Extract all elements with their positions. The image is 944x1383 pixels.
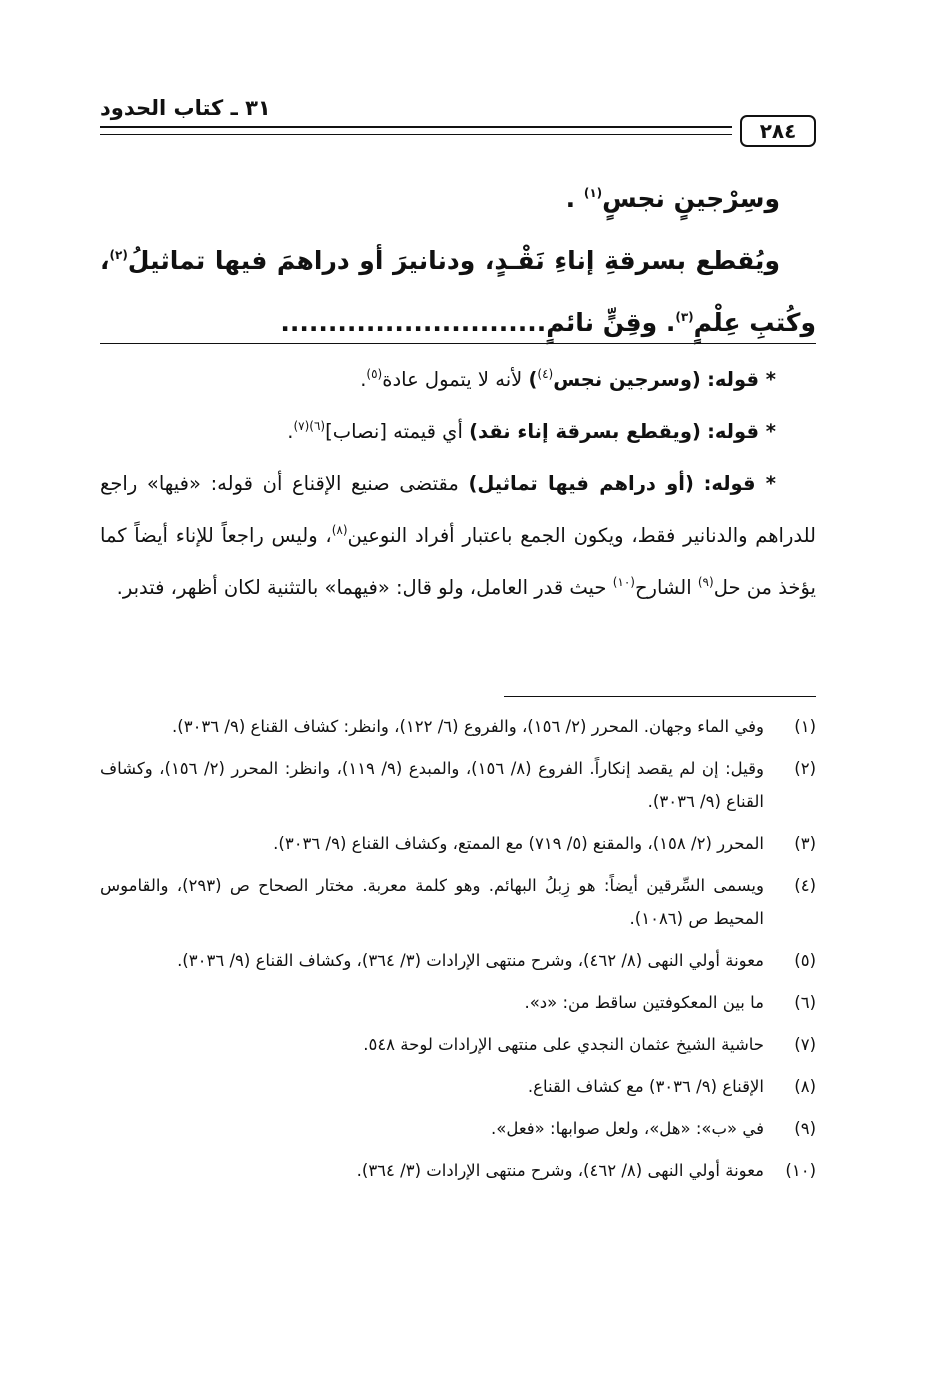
footnote-text: حاشية الشيخ عثمان النجدي على منتهى الإرادات لوحة ٥٤٨. bbox=[363, 1035, 764, 1054]
footnote-number: (٤) bbox=[794, 876, 816, 895]
quoted-phrase: (أو دراهم فيها تماثيل) bbox=[468, 472, 694, 495]
footnote-text: في «ب»: «هل»، ولعل صوابها: «فعل». bbox=[491, 1119, 764, 1138]
footnote-number: (٢) bbox=[794, 759, 816, 778]
footnote bbox=[100, 944, 816, 977]
footnote bbox=[100, 1028, 816, 1061]
commentary-text: لأنه لا يتمول عادة bbox=[382, 368, 523, 391]
matn-text: ويُقطع بسرقةِ إناءِ نَقْـدٍ، ودنانيرَ أو دراهمَ فيها تماثيلُ bbox=[127, 246, 780, 275]
continuation-dots: ............................ bbox=[280, 308, 547, 337]
footnote-separator bbox=[504, 696, 816, 697]
matn-text: . وقِنٍّ نائمٍ bbox=[546, 308, 676, 337]
page-number: ٢٨٤ bbox=[740, 115, 816, 147]
footnote-ref: (٥) bbox=[366, 366, 383, 381]
footnote-number: (١٠) bbox=[785, 1161, 816, 1180]
footnote bbox=[100, 752, 816, 818]
note-bullet: * قوله: bbox=[707, 420, 776, 443]
footnote bbox=[100, 1070, 816, 1103]
footnote-number: (٦) bbox=[794, 993, 816, 1012]
footnote-text: المحرر (٢/ ١٥٨)، والمقنع (٥/ ٧١٩) مع الممتع، وكشاف القناع (٩/ ٣٠٣٦). bbox=[273, 834, 764, 853]
commentary bbox=[100, 354, 816, 614]
footnote bbox=[100, 869, 816, 935]
main-text bbox=[100, 168, 816, 354]
commentary-text: . bbox=[287, 420, 294, 443]
commentary-text: . bbox=[360, 368, 367, 391]
commentary-text: حيث قدر العامل، ولو قال: «فيهما» بالتثنية لكان أظهر، فتدبر. bbox=[116, 576, 607, 599]
footnote bbox=[100, 1112, 816, 1145]
footnote-number: (٣) bbox=[794, 834, 816, 853]
commentary-text: مقتضى صنيع الإقناع أن قوله: «فيها» راجع للدراهم والدنانير فقط، ويكون الجمع باعتبار أفراد النوعين bbox=[100, 472, 817, 547]
commentary-text: الشارح bbox=[634, 576, 692, 599]
page-header bbox=[100, 90, 816, 150]
footnote-ref: (٩) bbox=[697, 574, 714, 589]
footnote-number: (٨) bbox=[794, 1077, 816, 1096]
footnote-ref: (٢) bbox=[109, 247, 128, 262]
matn-paragraph-2 bbox=[100, 230, 816, 354]
footnote-number: (٩) bbox=[794, 1119, 816, 1138]
footnote bbox=[100, 710, 816, 743]
footnotes bbox=[100, 710, 816, 1196]
footnote-ref: (٧) bbox=[293, 418, 310, 433]
note-bullet: * قوله: bbox=[707, 368, 776, 391]
footnote-ref: (٨) bbox=[331, 522, 348, 537]
quoted-phrase: (وسرجين نجس bbox=[553, 368, 701, 391]
footnote-text: الإقناع (٩/ ٣٠٣٦) مع كشاف القناع. bbox=[527, 1077, 764, 1096]
quote-close: ) bbox=[528, 368, 538, 391]
footnote-text: ويسمى السِّرقين أيضاً: هو زِبلُ البهائم. وهو كلمة معربة. مختار الصحاح ص (٢٩٣)، والقاموس المحيط ص (١٠٨٦). bbox=[100, 876, 764, 928]
commentary-note-1 bbox=[100, 354, 816, 406]
footnote bbox=[100, 986, 816, 1019]
matn-text: ، وكُتبِ عِلْمٍ bbox=[100, 246, 816, 337]
footnote-ref: (٦) bbox=[309, 418, 326, 433]
footnote-text: وقيل: إن لم يقصد إنكاراً. الفروع (٨/ ١٥٦)، والمبدع (٩/ ١١٩)، وانظر: المحرر (٢/ ١٥٦)، وكشاف القناع (٩/ ٣٠٣٦). bbox=[100, 759, 764, 811]
footnote-text: معونة أولي النهى (٨/ ٤٦٢)، وشرح منتهى الإرادات (٣/ ٣٦٤)، وكشاف القناع (٩/ ٣٠٣٦). bbox=[177, 951, 764, 970]
footnote-number: (٧) bbox=[794, 1035, 816, 1054]
matn-text: وسِرْجينٍ نجسٍ bbox=[602, 184, 780, 213]
footnote bbox=[100, 1154, 816, 1187]
footnote-text: ما بين المعكوفتين ساقط من: «د». bbox=[524, 993, 764, 1012]
footnote-text: وفي الماء وجهان. المحرر (٢/ ١٥٦)، والفروع (٦/ ١٢٢)، وانظر: كشاف القناع (٩/ ٣٠٣٦). bbox=[172, 717, 764, 736]
footnote-number: (١) bbox=[794, 717, 816, 736]
quoted-phrase: (ويقطع بسرقة إناء نقد) bbox=[469, 420, 701, 443]
matn-text: . bbox=[565, 184, 576, 213]
header-rule bbox=[100, 126, 732, 135]
matn-paragraph-1 bbox=[100, 168, 816, 230]
chapter-title: ٣١ ـ كتاب الحدود bbox=[100, 96, 271, 120]
commentary-note-3 bbox=[100, 458, 816, 614]
commentary-text: أي قيمته [نصاب] bbox=[325, 420, 463, 443]
book-page bbox=[100, 90, 816, 1320]
footnote-ref: (٤) bbox=[537, 366, 554, 381]
footnote-ref: (١) bbox=[583, 185, 603, 200]
commentary-note-2 bbox=[100, 406, 816, 458]
commentary-text: ، وليس راجعاً للإناء أيضاً كما يؤخذ من حل bbox=[100, 524, 816, 599]
footnote-text: معونة أولي النهى (٨/ ٤٦٢)، وشرح منتهى الإرادات (٣/ ٣٦٤). bbox=[356, 1161, 764, 1180]
note-bullet: * قوله: bbox=[703, 472, 776, 495]
footnote bbox=[100, 827, 816, 860]
footnote-number: (٥) bbox=[794, 951, 816, 970]
main-separator bbox=[100, 343, 816, 344]
footnote-ref: (١٠) bbox=[612, 574, 635, 589]
footnote-ref: (٣) bbox=[675, 309, 694, 324]
